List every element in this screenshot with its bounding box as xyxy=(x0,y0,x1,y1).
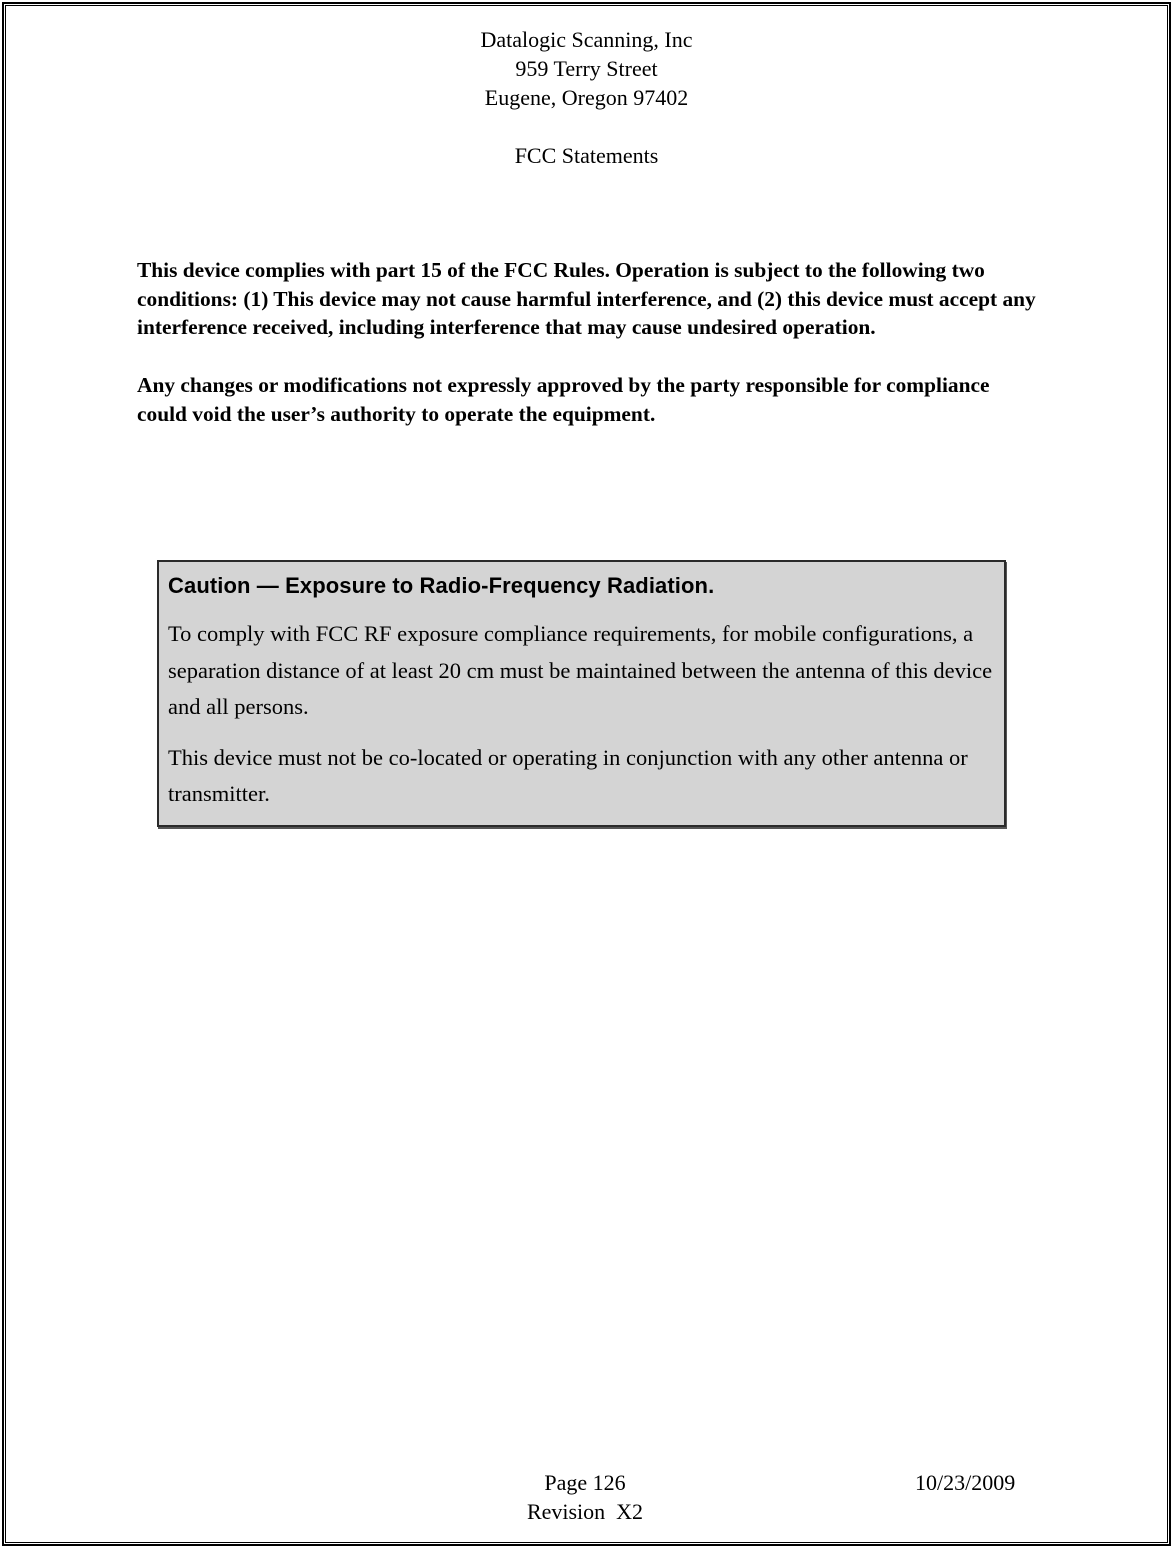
revision-label: Revision X2 xyxy=(526,1499,644,1524)
rf-caution-box xyxy=(157,560,1006,827)
city-address: Eugene, Oregon 97402 xyxy=(484,85,689,110)
document-header xyxy=(0,25,1173,170)
footer-date: 10/23/2009 xyxy=(915,1470,1016,1495)
street-address: 959 Terry Street xyxy=(515,56,658,81)
modifications-paragraph: Any changes or modifications not expressly approved by the party responsible for compliance could void the user’s authority to operate the equipment. xyxy=(137,372,990,426)
caution-title: Caution — Exposure to Radio-Frequency Radiation. xyxy=(168,573,715,598)
caution-colocation-paragraph: This device must not be co-located or operating in conjunction with any other antenna or transmitter. xyxy=(168,744,968,806)
page-title: FCC Statements xyxy=(514,143,659,168)
caution-separation-paragraph: To comply with FCC RF exposure compliance requirements, for mobile configurations, a separation distance of at least 20 cm must be maintained between the antenna of this device and all persons. xyxy=(168,621,993,719)
company-name: Datalogic Scanning, Inc xyxy=(480,27,693,52)
compliance-paragraph: This device complies with part 15 of the FCC Rules. Operation is subject to the following two conditions: (1) This device may not cause harmful interference, and (2) this device must accept any interference received, including interference that may cause undesired operation. xyxy=(137,258,1036,340)
page-footer xyxy=(510,1468,660,1526)
fcc-statement-body xyxy=(137,256,1037,428)
page-number: Page 126 xyxy=(544,1470,626,1495)
